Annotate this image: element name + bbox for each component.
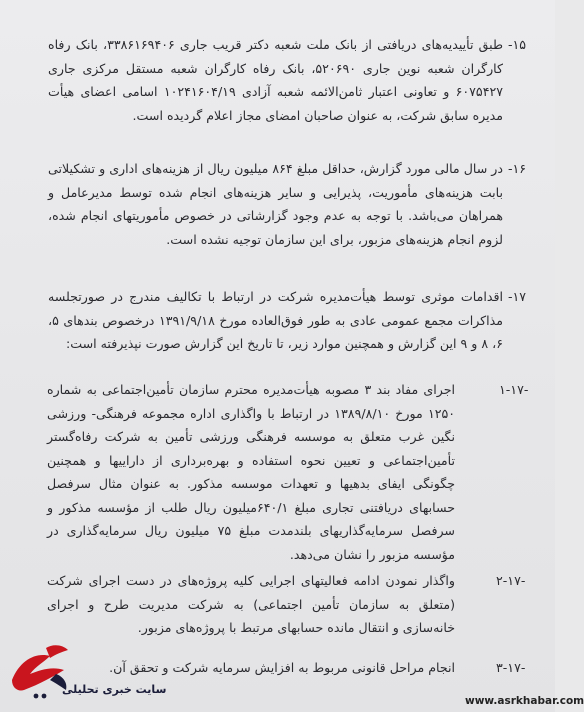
- subitem-number: ۱-۱۷-: [499, 382, 529, 397]
- subparagraph-17-2: واگذار نمودن ادامه فعالیتهای اجرایی کلیه پروژه‌های در دست اجرای شرکت (متعلق به سازمان تأمین اجتماعی) به شرکت مدیریت طرح و اجرای خانه‌سازی و انتقال مانده حسابهای مرتبط با پروژه‌های مزبور.: [47, 573, 455, 635]
- subitem-number: ۲-۱۷-: [496, 573, 526, 588]
- subparagraph-17-3: انجام مراحل قانونی مربوط به افزایش سرمایه شرکت و تحقق آن.: [109, 660, 455, 675]
- item-number: -۱۷: [508, 289, 527, 304]
- subparagraph-17-1: اجرای مفاد بند ۳ مصوبه هیأت‌مدیره محترم سازمان تأمین‌اجتماعی به شماره ۱۲۵۰ مورخ ۱۳۸۹/۸/۱۰ در ارتباط با واگذاری اداره مجموعه فرهنگی- ورزشی نگین غرب متعلق به موسسه فرهنگی ورزشی تأمین به شرکت رفاه‌گستر تأمین‌اجتماعی و تعیین نحوه استفاده و بهره‌برداری از داراییها و همچنین چگونگی ایفای بدهیها و تعهدات موسسه مذکور. به عنوان مثال سرفصل حسابهای دریافتنی تجاری مبلغ ۶۴۰/۱میلیون ریال طلب از مؤسسه مذکور و سرفصل سرمایه‌گذاریهای بلندمدت مبلغ ۷۵ میلیون ریال سرمایه‌گذاری در مؤسسه مزبور را نشان می‌دهد.: [47, 382, 455, 562]
- logo-subtitle: سایت خبری تحلیلی: [62, 683, 167, 696]
- site-watermark: www.asrkhabar.com: [465, 695, 584, 707]
- paragraph-17: اقدامات موثری توسط هیأت‌مدیره شرکت در ارتباط با تکالیف مندرج در صورتجلسه مذاکرات مجمع عمومی عادی به طور فوق‌العاده مورخ ۱۳۹۱/۹/۱۸ درخصوص بندهای ۵، ۶، ۸ و ۹ این گزارش و همچنین موارد زیر، تا تاریخ این گزارش صورت نپذیرفته است:: [48, 289, 504, 351]
- subitem-number: ۳-۱۷-: [496, 660, 526, 675]
- item-number: -۱۶: [508, 161, 527, 176]
- paragraph-16: در سال مالی مورد گزارش، حداقل مبلغ ۸۶۴ میلیون ریال از هزینه‌های اداری و تشکیلاتی بابت هزینه‌های مأموریت، پذیرایی و سایر هزینه‌های انجام شده توسط مدیرعامل و همراهان می‌باشد. با توجه به عدم وجود گزارشاتی در خصوص مأموریتهای انجام شده، لزوم انجام هزینه‌های مزبور، برای این سازمان توجیه نشده است.: [48, 161, 503, 247]
- item-number: -۱۵: [508, 37, 527, 52]
- paragraph-15: طبق تأییدیه‌های دریافتی از بانک ملت شعبه دکتر قریب جاری ۳۳۸۶۱۶۹۴۰۶، بانک رفاه کارگران شعبه نوین جاری ۵۲۰۶۹۰، بانک رفاه کارگران شعبه مستقل مرکزی جاری ۶۰۷۵۴۲۷ و تعاونی اعتبار ثامن‌الائمه شعبه آزادی ۱۰۲۴۱۶۰۴/۱۹ اسامی اعضای هیأت مدیره سابق شرکت، به عنوان صاحبان امضای مجاز اعلام گردیده است.: [48, 37, 503, 123]
